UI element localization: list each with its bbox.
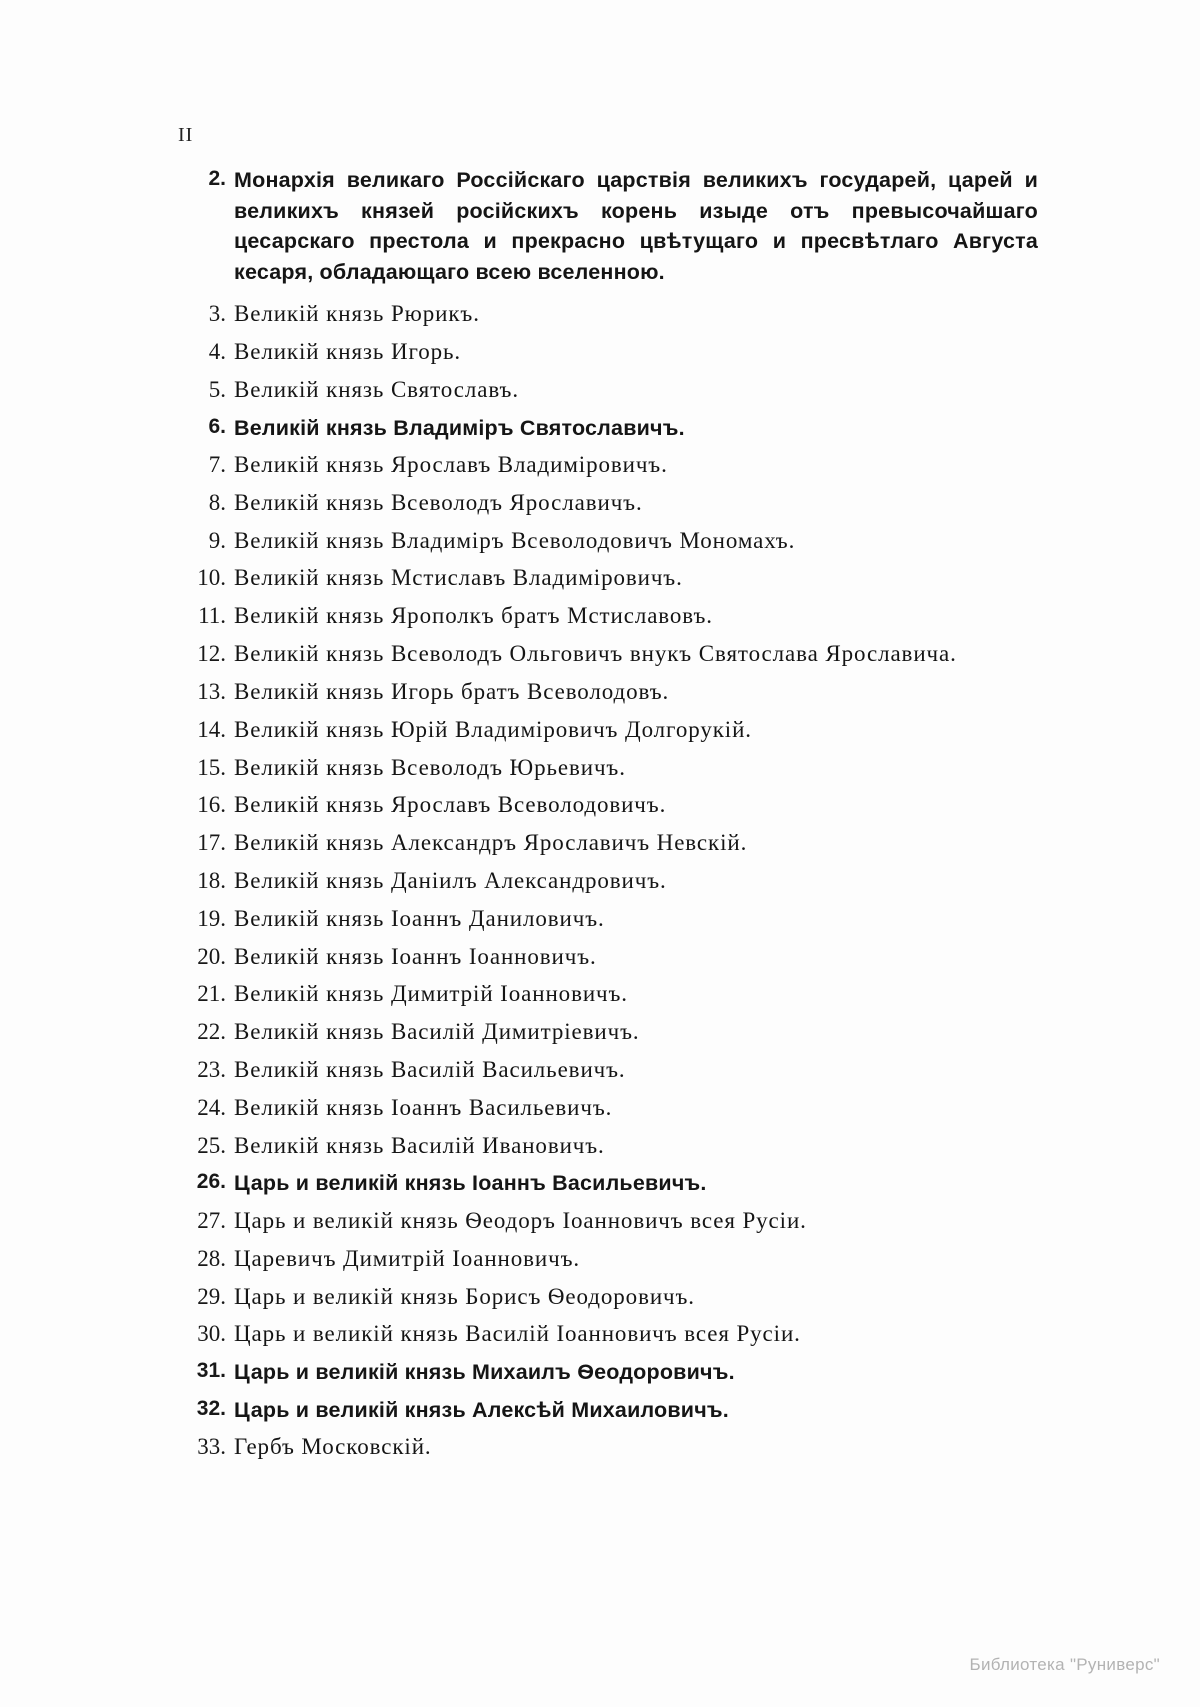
list-item-text: Великій князь Рюрикъ. (234, 301, 480, 327)
list-item-text: Монархія великаго Россійскаго царствія великихъ государей, царей и великихъ князей російскихъ корень изыде отъ превысочайшаго цесарскаго престола и прекрасно цвѣтущаго и пресвѣтлаго Августа кесаря, обладающаго всею вселенною. (234, 168, 1038, 284)
list-item (178, 1206, 1038, 1237)
list-item-number: 18. (197, 867, 226, 893)
list-item-number: 12. (197, 641, 226, 667)
list-item-number: 9. (208, 527, 226, 553)
list-item (178, 165, 1038, 287)
list-item-number: 7. (208, 452, 226, 478)
list-item (178, 828, 1038, 859)
list-item-number: 8. (208, 489, 226, 515)
list-item-text: Великій князь Игорь. (234, 338, 462, 364)
list-item (178, 1093, 1038, 1124)
list-item-text: Гербъ Московскій. (234, 1434, 432, 1460)
list-item (178, 639, 1038, 670)
list-item (178, 1432, 1038, 1463)
list-item-text: Великій князь Игорь братъ Всеволодовъ. (234, 678, 670, 704)
list-item-text: Великій князь Василій Димитріевичъ. (234, 1019, 640, 1045)
list-item (178, 790, 1038, 821)
list-item-number: 3. (208, 301, 226, 327)
list-item-number: 21. (197, 981, 226, 1007)
list-item-number: 22. (197, 1019, 226, 1045)
list-item (178, 866, 1038, 897)
list-item-number: 27. (197, 1207, 226, 1233)
list-item-number: 28. (197, 1245, 226, 1271)
list-item-text: Великій князь Іоаннъ Васильевичъ. (234, 1094, 613, 1120)
list-item (178, 337, 1038, 368)
list-item-number: 20. (197, 943, 226, 969)
list-item (178, 979, 1038, 1010)
list-item-number: 4. (208, 338, 226, 364)
list-item-number: 32. (196, 1396, 226, 1420)
list-item (178, 1395, 1038, 1426)
list-item-text: Великій князь Мстиславъ Владиміровичъ. (234, 565, 683, 591)
list-item (178, 488, 1038, 519)
list-item-text: Великій князь Ярославъ Всеволодовичъ. (234, 792, 667, 818)
list-item-text: Великій князь Александръ Ярославичъ Невскій. (234, 830, 748, 856)
list-item-number: 30. (197, 1321, 226, 1347)
list-item-text: Великій князь Всеволодъ Ольговичъ внукъ Святослава Ярославича. (234, 641, 957, 667)
list-item (178, 1168, 1038, 1199)
list-item (178, 1131, 1038, 1162)
table-of-contents-list (178, 165, 1038, 1470)
list-item-text: Великій князь Іоаннъ Іоанновичъ. (234, 943, 597, 969)
list-item-text: Царевичъ Димитрій Іоанновичъ. (234, 1245, 581, 1271)
list-item-number: 33. (197, 1434, 226, 1460)
list-item (178, 526, 1038, 557)
list-item-text: Великій князь Василій Ивановичъ. (234, 1132, 605, 1158)
list-item (178, 677, 1038, 708)
list-item (178, 1017, 1038, 1048)
list-item-text: Великій князь Іоаннъ Даниловичъ. (234, 905, 605, 931)
list-item-number: 13. (197, 678, 226, 704)
list-item-number: 14. (197, 716, 226, 742)
list-item-number: 29. (197, 1283, 226, 1309)
list-item-text: Великій князь Ярополкъ братъ Мстиславовъ. (234, 603, 713, 629)
list-item-text: Царь и великій князь Михаилъ Ѳеодоровичъ. (234, 1360, 735, 1385)
list-item (178, 563, 1038, 594)
list-item-text: Царь и великій князь Ѳеодоръ Іоанновичъ всея Русіи. (234, 1207, 807, 1233)
list-item-number: 2. (208, 167, 226, 190)
list-item (178, 1357, 1038, 1388)
list-item-text: Великій князь Владиміръ Святославичъ. (234, 415, 685, 440)
list-item-text: Великій князь Всеволодъ Юрьевичъ. (234, 754, 626, 780)
list-item-number: 15. (197, 754, 226, 780)
list-item-text: Великій князь Ярославъ Владиміровичъ. (234, 452, 668, 478)
list-item (178, 715, 1038, 746)
list-item-text: Великій князь Святославъ. (234, 376, 519, 402)
list-item (178, 450, 1038, 481)
list-item-text: Великій князь Димитрій Іоанновичъ. (234, 981, 628, 1007)
list-item-text: Великій князь Владиміръ Всеволодовичъ Мономахъ. (234, 527, 796, 553)
list-item-text: Великій князь Юрій Владиміровичъ Долгорукій. (234, 716, 752, 742)
list-item (178, 753, 1038, 784)
list-item-number: 25. (197, 1132, 226, 1158)
list-item (178, 413, 1038, 444)
list-item-number: 23. (197, 1057, 226, 1083)
list-item-number: 24. (197, 1094, 226, 1120)
list-item (178, 299, 1038, 330)
list-item-text: Великій князь Василій Васильевичъ. (234, 1057, 626, 1083)
list-item-text: Царь и великій князь Борисъ Ѳеодоровичъ. (234, 1283, 695, 1309)
list-item-text: Царь и великій князь Іоаннъ Васильевичъ. (234, 1171, 707, 1196)
list-item-number: 10. (197, 565, 226, 591)
list-item-number: 16. (197, 792, 226, 818)
list-item-number: 11. (198, 603, 226, 629)
list-item-text: Великій князь Даніилъ Александровичъ. (234, 867, 667, 893)
list-item (178, 942, 1038, 973)
list-item-number: 19. (197, 905, 226, 931)
list-item-text: Царь и великій князь Алексѣй Михаиловичъ. (234, 1397, 729, 1422)
list-item-number: 6. (208, 414, 226, 438)
list-item (178, 904, 1038, 935)
list-item (178, 1282, 1038, 1313)
list-item-text: Великій князь Всеволодъ Ярославичъ. (234, 489, 643, 515)
list-item (178, 601, 1038, 632)
list-item-number: 17. (197, 830, 226, 856)
list-item-number: 31. (196, 1359, 226, 1383)
list-item (178, 1244, 1038, 1275)
list-item-number: 26. (196, 1170, 226, 1194)
list-item (178, 1319, 1038, 1350)
library-credit: Библиотека "Руниверс" (969, 1655, 1160, 1674)
list-item-number: 5. (208, 376, 226, 402)
list-item (178, 1055, 1038, 1086)
list-item-text: Царь и великій князь Василій Іоанновичъ всея Русіи. (234, 1321, 801, 1347)
list-item (178, 375, 1038, 406)
page-folio-number: II (178, 124, 194, 146)
